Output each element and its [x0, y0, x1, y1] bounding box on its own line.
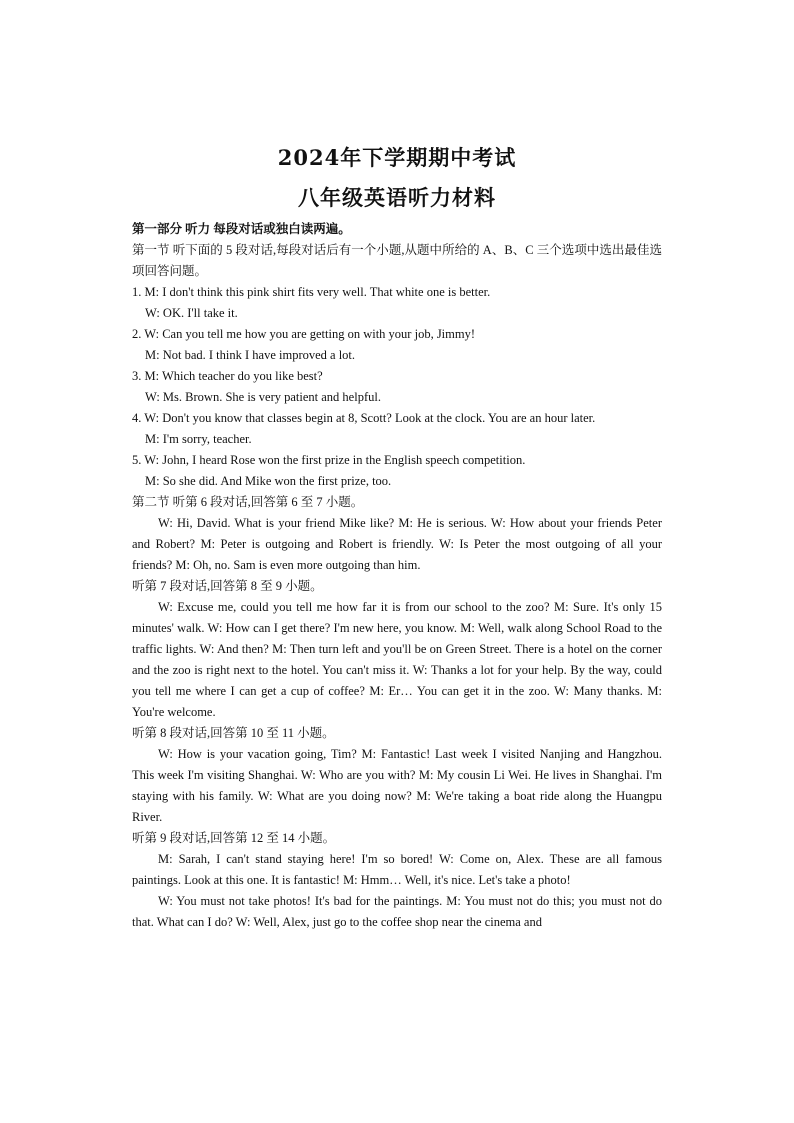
dialog8-paragraph: W: How is your vacation going, Tim? M: Fantastic! Last week I visited Nanjing and Hangzhou. This week I'm visiting Shanghai. W: Who are you with? M: My cousin Li Wei. He lives in Shanghai. I'm staying with his family. W: What are you doing now? M: We're taking a boat ride along the Huangpu River. [132, 747, 662, 824]
dialog-line: W: Ms. Brown. She is very patient and helpful. [145, 390, 381, 404]
dialog9-paragraph: M: Sarah, I can't stand staying here! I'm so bored! W: Come on, Alex. These are all famous paintings. Look at this one. It is fantastic! M: Hmm… Well, it's nice. Let's take a photo! [132, 852, 662, 887]
dialog-line: 5. W: John, I heard Rose won the first prize in the English speech competition. [132, 453, 526, 467]
dialog9-paragraph: W: You must not take photos! It's bad for the paintings. M: You must not do this; you must not do that. What can I do? W: Well, Alex, just go to the coffee shop near the cinema and [132, 894, 662, 929]
dialog6-paragraph: W: Hi, David. What is your friend Mike like? M: He is serious. W: How about your friends Peter and Robert? M: Peter is outgoing and Robert is friendly. W: Is Peter the most outgoing of all your friends? M: Oh, no. Sam is even more outgoing than him. [132, 516, 662, 572]
dialog-line: M: Not bad. I think I have improved a lot. [145, 348, 356, 362]
document-page [132, 0, 662, 933]
document-subtitle: 八年级英语听力材料 [298, 185, 496, 210]
dialog7-paragraph: W: Excuse me, could you tell me how far it is from our school to the zoo? M: Sure. It's only 15 minutes' walk. W: How can I get there? I'm new here, you know. M: Well, walk along School Road to the traffic lights. W: And then? M: Then turn left and you'll be on Green Street. There is a hotel on the corner and the zoo is right next to the hotel. You can't miss it. W: Thanks a lot for your help. By the way, could you tell me where I can get a cup of coffee? M: Er… You can get it in the zoo. W: Many thanks. M: You're welcome. [132, 600, 662, 719]
dialog-line: 1. M: I don't think this pink shirt fits very well. That white one is better. [132, 285, 491, 299]
dialog-line: 2. W: Can you tell me how you are getting on with your job, Jimmy! [132, 327, 476, 341]
dialog7-header: 听第 7 段对话,回答第 8 至 9 小题。 [132, 579, 323, 593]
exam-title: 2024年下学期期中考试 [277, 145, 517, 170]
dialog-line: 3. M: Which teacher do you like best? [132, 369, 323, 383]
section2-instruction: 第二节 听第 6 段对话,回答第 6 至 7 小题。 [132, 495, 364, 509]
dialog-line: W: OK. I'll take it. [145, 306, 238, 320]
dialog-line: 4. W: Don't you know that classes begin at 8, Scott? Look at the clock. You are an hour later. [132, 411, 596, 425]
dialog9-header: 听第 9 段对话,回答第 12 至 14 小题。 [132, 831, 336, 845]
dialog-line: M: I'm sorry, teacher. [145, 432, 252, 446]
part1-header: 第一部分 听力 每段对话或独白读两遍。 [132, 222, 351, 236]
dialog8-header: 听第 8 段对话,回答第 10 至 11 小题。 [132, 726, 335, 740]
section1-instruction: 第一节 听下面的 5 段对话,每段对话后有一个小题,从题中所给的 A、B、C 三个选项中选出最佳选项回答问题。 [132, 243, 662, 278]
dialog-line: M: So she did. And Mike won the first prize, too. [145, 474, 392, 488]
